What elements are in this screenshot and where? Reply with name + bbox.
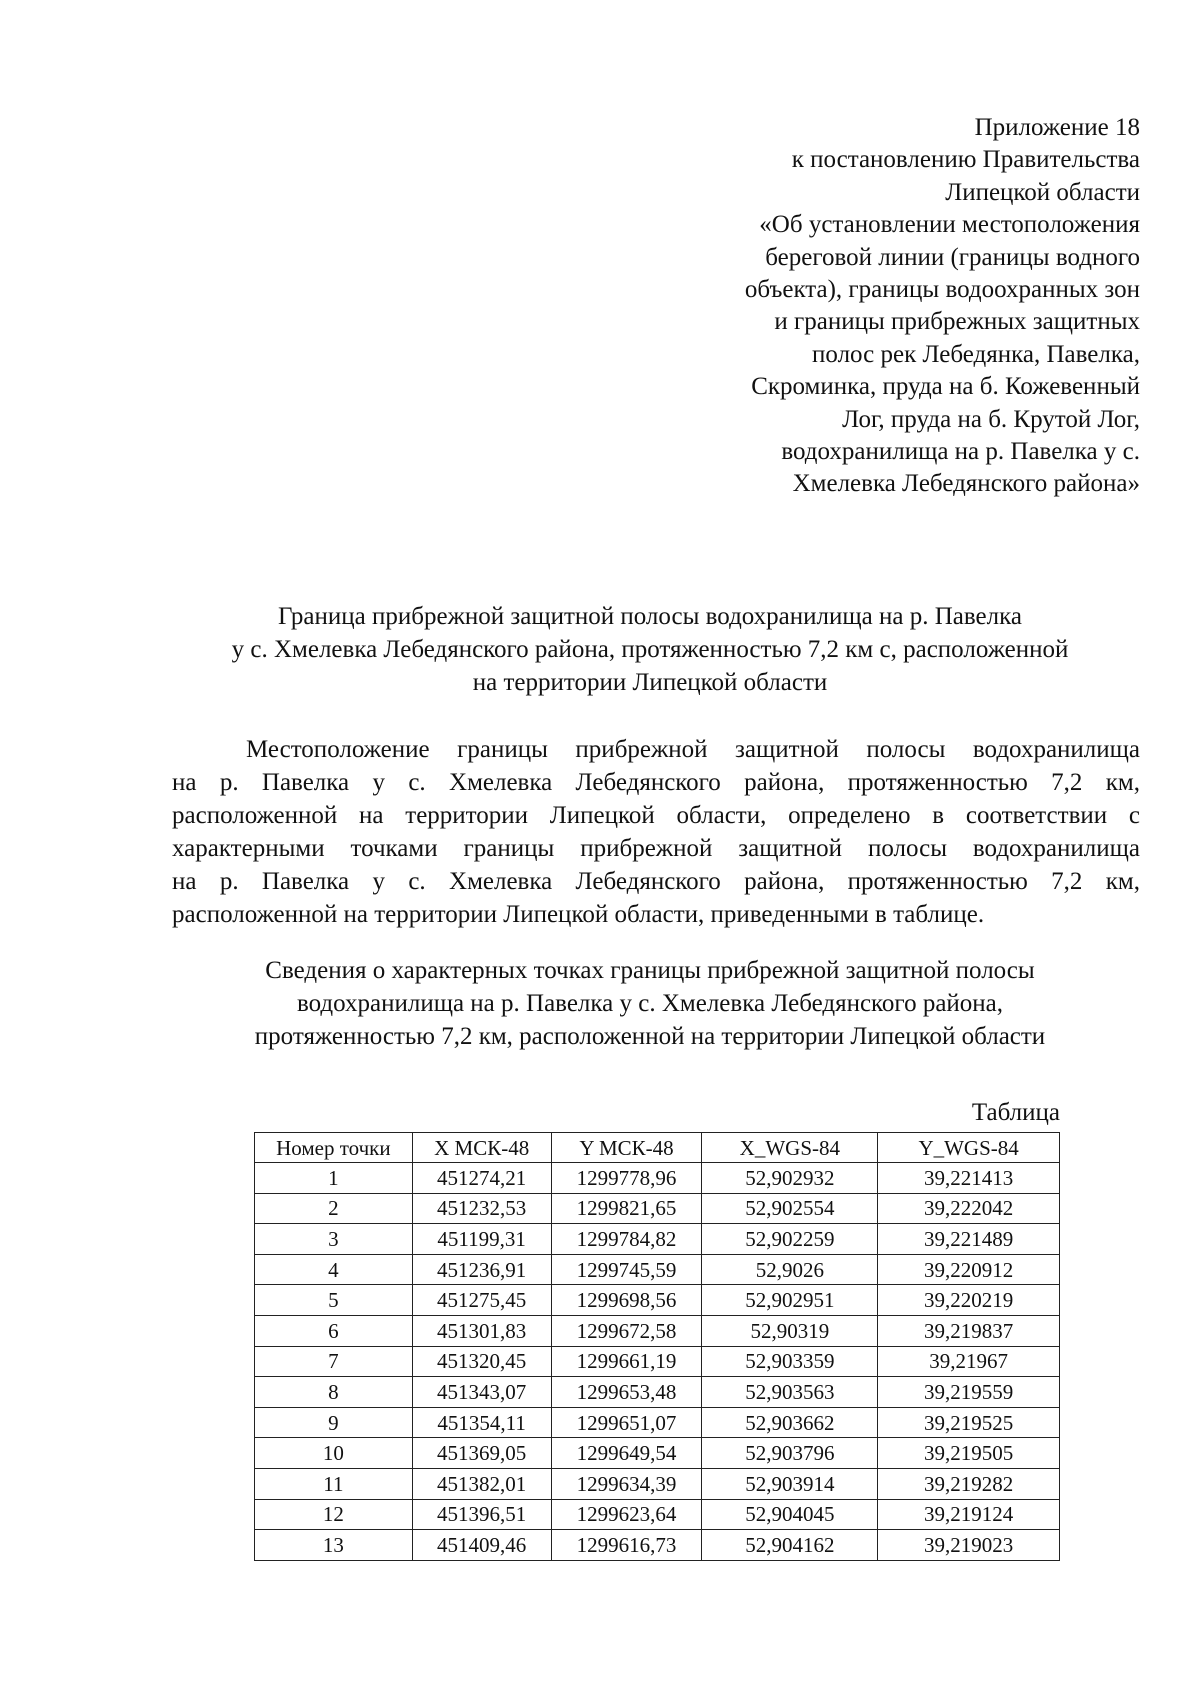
- x-msk-cell: 451320,45: [412, 1346, 551, 1377]
- body-line: расположенной на территории Липецкой области, определено в соответствии с: [172, 802, 1140, 829]
- y-msk-cell: 1299784,82: [551, 1224, 702, 1255]
- x-wgs-cell: 52,90319: [702, 1315, 878, 1346]
- point-number-cell: 3: [255, 1224, 413, 1255]
- y-wgs-cell: 39,21967: [878, 1346, 1060, 1377]
- document-title: [160, 600, 1140, 699]
- table-row: [255, 1193, 1060, 1224]
- point-number-cell: 12: [255, 1499, 413, 1530]
- point-number-cell: 6: [255, 1315, 413, 1346]
- appendix-line: и границы прибрежных защитных: [774, 308, 1140, 336]
- table-caption: [160, 954, 1140, 1053]
- appendix-line: Хмелевка Лебедянского района»: [792, 470, 1140, 498]
- table-row: [255, 1224, 1060, 1255]
- y-msk-cell: 1299649,54: [551, 1438, 702, 1469]
- y-wgs-cell: 39,219505: [878, 1438, 1060, 1469]
- x-wgs-cell: 52,902951: [702, 1285, 878, 1316]
- y-wgs-cell: 39,222042: [878, 1193, 1060, 1224]
- title-line: у с. Хмелевка Лебедянского района, протяженностью 7,2 км с, расположенной: [231, 636, 1069, 663]
- x-wgs-cell: 52,9026: [702, 1254, 878, 1285]
- body-line: Местоположение границы прибрежной защитной полосы водохранилища: [246, 736, 1140, 763]
- y-wgs-cell: 39,219023: [878, 1530, 1060, 1561]
- table-row: [255, 1285, 1060, 1316]
- header-y-wgs: Y_WGS-84: [878, 1133, 1060, 1163]
- point-number-cell: 2: [255, 1193, 413, 1224]
- table-row: [255, 1254, 1060, 1285]
- table-row: [255, 1163, 1060, 1194]
- y-wgs-cell: 39,221489: [878, 1224, 1060, 1255]
- x-msk-cell: 451409,46: [412, 1530, 551, 1561]
- y-wgs-cell: 39,219559: [878, 1377, 1060, 1408]
- appendix-line: Приложение 18: [974, 114, 1140, 141]
- x-wgs-cell: 52,902932: [702, 1163, 878, 1194]
- y-wgs-cell: 39,219282: [878, 1468, 1060, 1499]
- appendix-header: [580, 112, 1140, 501]
- table-header-row: [255, 1133, 1060, 1163]
- y-msk-cell: 1299745,59: [551, 1254, 702, 1285]
- appendix-line: водохранилища на р. Павелка у с.: [781, 438, 1140, 466]
- table-row: [255, 1438, 1060, 1469]
- y-msk-cell: 1299616,73: [551, 1530, 702, 1561]
- point-number-cell: 9: [255, 1407, 413, 1438]
- x-wgs-cell: 52,903914: [702, 1468, 878, 1499]
- appendix-line: Липецкой области: [945, 178, 1140, 206]
- appendix-line: к постановлению Правительства: [791, 146, 1140, 174]
- caption-line: водохранилища на р. Павелка у с. Хмелевка Лебедянского района,: [296, 990, 1004, 1017]
- table-row: [255, 1346, 1060, 1377]
- y-msk-cell: 1299623,64: [551, 1499, 702, 1530]
- coordinates-table: [254, 1132, 1060, 1561]
- y-wgs-cell: 39,220912: [878, 1254, 1060, 1285]
- body-line: характерными точками границы прибрежной защитной полосы водохранилища: [172, 835, 1140, 862]
- x-wgs-cell: 52,903563: [702, 1377, 878, 1408]
- x-wgs-cell: 52,904162: [702, 1530, 878, 1561]
- table-row: [255, 1499, 1060, 1530]
- x-msk-cell: 451232,53: [412, 1193, 551, 1224]
- table-row: [255, 1530, 1060, 1561]
- table-row: [255, 1377, 1060, 1408]
- table-body: [255, 1163, 1060, 1561]
- y-msk-cell: 1299672,58: [551, 1315, 702, 1346]
- x-msk-cell: 451354,11: [412, 1407, 551, 1438]
- x-wgs-cell: 52,903796: [702, 1438, 878, 1469]
- header-x-wgs: X_WGS-84: [702, 1133, 878, 1163]
- point-number-cell: 11: [255, 1468, 413, 1499]
- title-line: на территории Липецкой области: [472, 669, 828, 696]
- y-msk-cell: 1299653,48: [551, 1377, 702, 1408]
- x-wgs-cell: 52,902259: [702, 1224, 878, 1255]
- appendix-line: объекта), границы водоохранных зон: [744, 276, 1140, 304]
- appendix-line: полос рек Лебедянка, Павелка,: [812, 340, 1140, 368]
- x-msk-cell: 451274,21: [412, 1163, 551, 1194]
- x-msk-cell: 451343,07: [412, 1377, 551, 1408]
- point-number-cell: 7: [255, 1346, 413, 1377]
- point-number-cell: 1: [255, 1163, 413, 1194]
- point-number-cell: 4: [255, 1254, 413, 1285]
- appendix-line: Лог, пруда на б. Крутой Лог,: [842, 405, 1140, 433]
- appendix-line: «Об установлении местоположения: [759, 211, 1140, 239]
- x-wgs-cell: 52,903662: [702, 1407, 878, 1438]
- caption-line: Сведения о характерных точках границы прибрежной защитной полосы: [265, 957, 1035, 984]
- y-wgs-cell: 39,219837: [878, 1315, 1060, 1346]
- y-wgs-cell: 39,220219: [878, 1285, 1060, 1316]
- y-msk-cell: 1299634,39: [551, 1468, 702, 1499]
- x-wgs-cell: 52,904045: [702, 1499, 878, 1530]
- table-row: [255, 1407, 1060, 1438]
- y-msk-cell: 1299661,19: [551, 1346, 702, 1377]
- x-wgs-cell: 52,902554: [702, 1193, 878, 1224]
- table-row: [255, 1315, 1060, 1346]
- x-msk-cell: 451382,01: [412, 1468, 551, 1499]
- x-msk-cell: 451396,51: [412, 1499, 551, 1530]
- body-paragraph: [172, 733, 1140, 931]
- point-number-cell: 13: [255, 1530, 413, 1561]
- y-wgs-cell: 39,219124: [878, 1499, 1060, 1530]
- point-number-cell: 8: [255, 1377, 413, 1408]
- y-wgs-cell: 39,221413: [878, 1163, 1060, 1194]
- x-msk-cell: 451275,45: [412, 1285, 551, 1316]
- point-number-cell: 10: [255, 1438, 413, 1469]
- y-msk-cell: 1299821,65: [551, 1193, 702, 1224]
- table-label: Таблица: [971, 1099, 1060, 1126]
- appendix-line: Скроминка, пруда на б. Кожевенный: [751, 373, 1140, 401]
- header-y-msk: Y МСК-48: [551, 1133, 702, 1163]
- x-msk-cell: 451199,31: [412, 1224, 551, 1255]
- y-msk-cell: 1299698,56: [551, 1285, 702, 1316]
- x-msk-cell: 451369,05: [412, 1438, 551, 1469]
- title-line: Граница прибрежной защитной полосы водохранилища на р. Павелка: [278, 603, 1022, 630]
- x-wgs-cell: 52,903359: [702, 1346, 878, 1377]
- header-x-msk: X МСК-48: [412, 1133, 551, 1163]
- appendix-line: береговой линии (границы водного: [765, 243, 1140, 271]
- y-msk-cell: 1299778,96: [551, 1163, 702, 1194]
- body-line: на р. Павелка у с. Хмелевка Лебедянского района, протяженностью 7,2 км,: [172, 868, 1140, 895]
- x-msk-cell: 451301,83: [412, 1315, 551, 1346]
- y-wgs-cell: 39,219525: [878, 1407, 1060, 1438]
- body-line: расположенной на территории Липецкой области, приведенными в таблице.: [172, 901, 985, 928]
- caption-line: протяженностью 7,2 км, расположенной на территории Липецкой области: [254, 1023, 1046, 1050]
- body-line: на р. Павелка у с. Хмелевка Лебедянского района, протяженностью 7,2 км,: [172, 769, 1140, 796]
- table-row: [255, 1468, 1060, 1499]
- y-msk-cell: 1299651,07: [551, 1407, 702, 1438]
- point-number-cell: 5: [255, 1285, 413, 1316]
- header-point-number: Номер точки: [255, 1133, 413, 1163]
- x-msk-cell: 451236,91: [412, 1254, 551, 1285]
